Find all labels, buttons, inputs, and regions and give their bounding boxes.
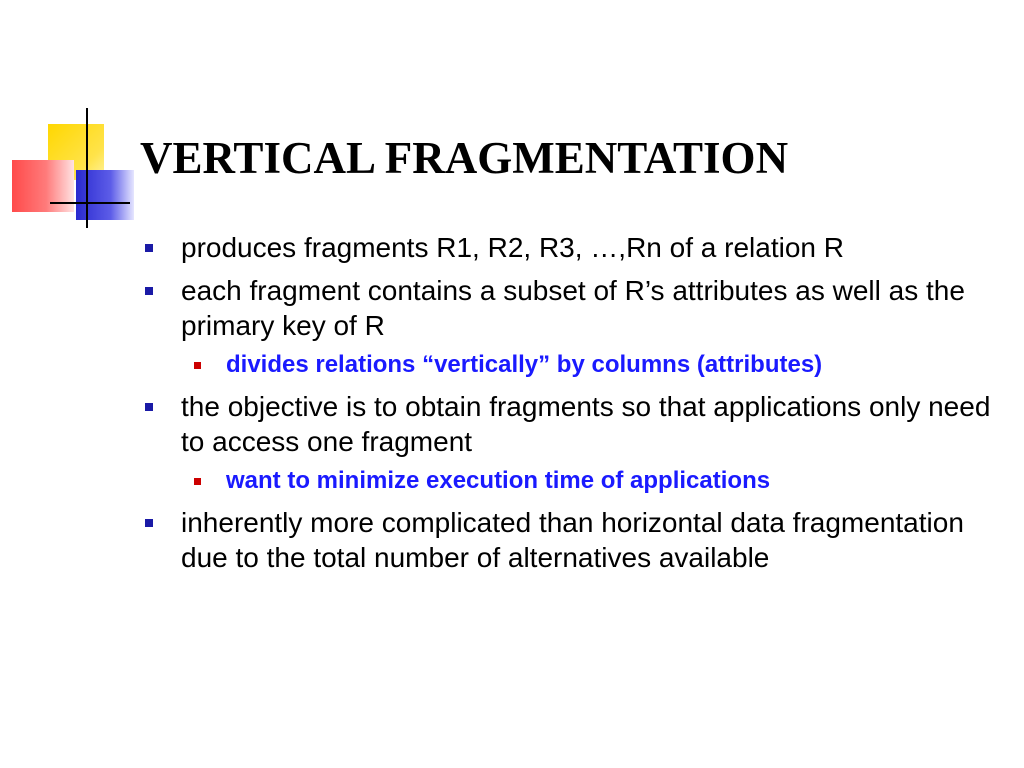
bullet-item [142, 273, 1002, 343]
blue-square [76, 170, 134, 220]
slide-logo-decoration [0, 0, 160, 240]
sub-bullet-text: divides relations “vertically” by columns (attributes) [226, 351, 823, 378]
square-bullet-icon [145, 403, 153, 411]
bullet-text: each fragment contains a subset of R’s attributes as well as the primary key of R [181, 275, 965, 341]
slide-title: VERTICAL FRAGMENTATION [140, 133, 789, 183]
vertical-line [86, 108, 88, 228]
bullet-list [142, 230, 1002, 575]
square-bullet-icon [145, 519, 153, 527]
red-square [12, 160, 74, 212]
bullet-text: inherently more complicated than horizontal data fragmentation due to the total number of alternatives available [181, 507, 964, 573]
bullet-text: produces fragments R1, R2, R3, …,Rn of a relation R [181, 232, 844, 263]
square-sub-bullet-icon [194, 478, 201, 485]
square-bullet-icon [145, 244, 153, 252]
bullet-item [142, 230, 1002, 265]
square-sub-bullet-icon [194, 362, 201, 369]
sub-bullet-text: want to minimize execution time of applications [226, 467, 771, 494]
horizontal-line [50, 202, 130, 204]
bullet-item [142, 505, 1002, 575]
square-bullet-icon [145, 287, 153, 295]
sub-bullet-item [142, 465, 1002, 497]
bullet-item [142, 389, 1002, 459]
sub-bullet-item [142, 349, 1002, 381]
bullet-text: the objective is to obtain fragments so that applications only need to access one fragment [181, 391, 991, 457]
